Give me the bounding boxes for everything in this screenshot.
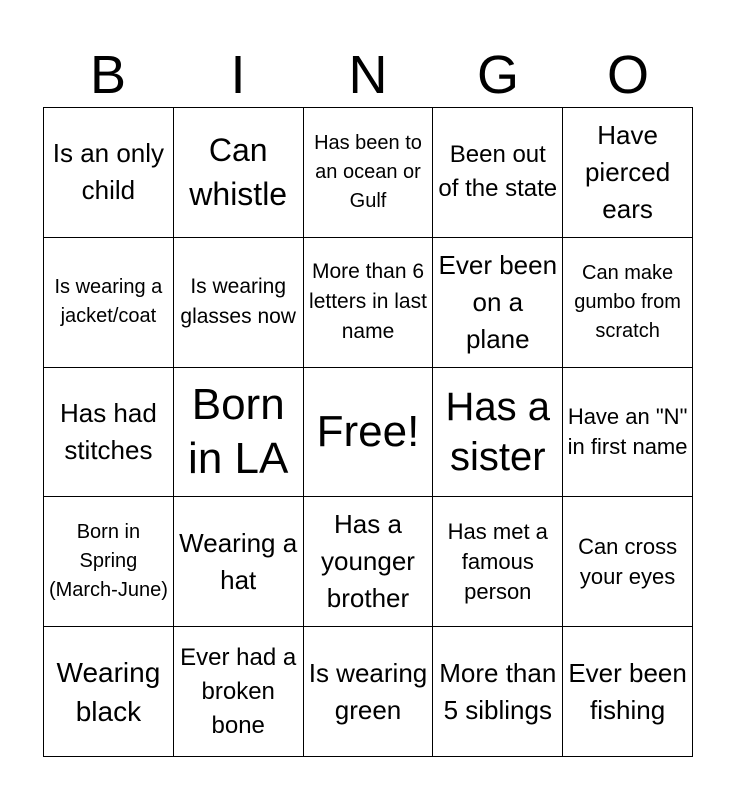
bingo-cell[interactable] (44, 108, 174, 238)
cell-text: Born in LA (188, 379, 289, 483)
cell-text: Ever had a broken bone (180, 643, 297, 739)
bingo-cell[interactable] (304, 108, 434, 238)
bingo-cell[interactable] (44, 627, 174, 757)
header-letter-i: I (230, 45, 246, 105)
bingo-cell[interactable] (433, 108, 563, 238)
bingo-board (43, 107, 693, 757)
cell-text: Has a younger brother (321, 509, 415, 614)
bingo-cell[interactable] (563, 108, 693, 238)
bingo-cell[interactable] (433, 627, 563, 757)
bingo-cell[interactable] (174, 627, 304, 757)
cell-text: Can whistle (189, 132, 288, 213)
bingo-cell[interactable] (433, 238, 563, 368)
bingo-cell[interactable] (563, 497, 693, 627)
cell-text: Has been to an ocean or Gulf (314, 131, 422, 212)
cell-text: Can make gumbo from scratch (574, 261, 681, 342)
cell-text: Ever been fishing (568, 657, 687, 725)
bingo-cell[interactable] (304, 497, 434, 627)
bingo-cell[interactable] (433, 497, 563, 627)
free-cell[interactable] (304, 368, 434, 498)
cell-text: Wearing a hat (179, 527, 298, 595)
bingo-cell[interactable] (44, 368, 174, 498)
bingo-cell[interactable] (433, 368, 563, 498)
cell-text: Is wearing green (308, 657, 428, 725)
bingo-cell[interactable] (563, 238, 693, 368)
cell-text: Is wearing glasses now (180, 275, 296, 329)
cell-text: More than 6 letters in last name (309, 260, 427, 344)
cell-text: Has had stitches (59, 397, 157, 465)
cell-text: Has met a famous person (447, 518, 548, 604)
cell-text: Can cross your eyes (578, 533, 678, 589)
cell-text: Have an "N" in first name (567, 403, 688, 459)
bingo-cell[interactable] (563, 627, 693, 757)
cell-text: Have pierced ears (584, 119, 671, 224)
bingo-cell[interactable] (304, 238, 434, 368)
cell-text: Free! (316, 406, 420, 456)
cell-text: Is wearing a jacket/coat (54, 276, 163, 328)
cell-text: More than 5 siblings (439, 657, 557, 725)
cell-text: Been out of the state (438, 141, 558, 203)
header-letter-n: N (348, 45, 388, 105)
header-letter-b: B (89, 45, 127, 105)
bingo-cell[interactable] (174, 108, 304, 238)
header-letter-o: O (606, 45, 649, 105)
header-letter-g: G (476, 45, 519, 105)
bingo-cell[interactable] (174, 497, 304, 627)
bingo-cell[interactable] (563, 368, 693, 498)
cell-text: Is an only child (52, 138, 165, 206)
cell-text: Born in Spring (March-June) (48, 521, 168, 602)
bingo-cell[interactable] (44, 497, 174, 627)
cell-text: Has a sister (445, 384, 551, 479)
cell-text: Ever been on a plane (438, 249, 558, 354)
bingo-header (43, 44, 693, 106)
bingo-cell[interactable] (304, 627, 434, 757)
bingo-cell[interactable] (174, 368, 304, 498)
bingo-cell[interactable] (174, 238, 304, 368)
bingo-cell[interactable] (44, 238, 174, 368)
cell-text: Wearing black (56, 656, 161, 727)
